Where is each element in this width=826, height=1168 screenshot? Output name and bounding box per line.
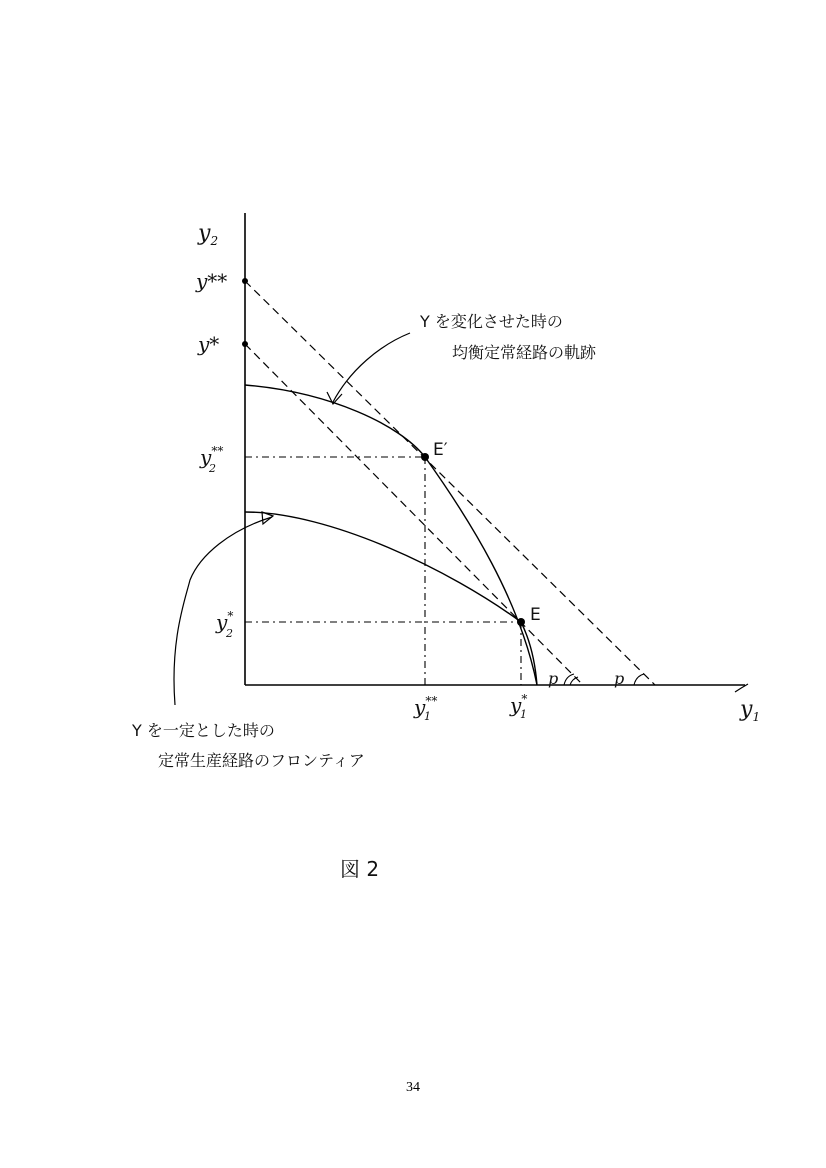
label-y1-star-star-sub: 1 [424, 710, 431, 723]
annotation-lower-line2: 定常生産経路のフロンティア [158, 751, 365, 770]
label-angle-small: p [548, 669, 559, 688]
label-y2-star-star-sup: ** [211, 444, 224, 458]
label-y1-star [509, 692, 527, 721]
label-y-star-star: y** [196, 269, 228, 293]
figure-caption: 図 2 [340, 857, 380, 881]
annotation-upper-arrowhead [327, 392, 342, 404]
label-y-star: y* [198, 332, 220, 356]
price-line-outer [245, 281, 655, 685]
label-E: E [530, 605, 541, 625]
x-axis-label-sub: 1 [752, 710, 761, 724]
point-y-star-star [242, 278, 248, 284]
y-axis-label-sub: 2 [210, 234, 219, 248]
label-y1-star-star-base: y [414, 695, 426, 719]
frontier-curve-outer [245, 385, 537, 685]
label-y1-star-sup: * [521, 692, 528, 706]
label-y1-star-star-sup: ** [425, 694, 438, 708]
page-number: 34 [406, 1080, 420, 1095]
label-y2-star-star-sub: 2 [209, 462, 216, 475]
annotation-upper-line1: Y を変化させた時の [420, 312, 563, 331]
x-axis-label-base: y [740, 697, 753, 722]
label-y1-star-sub: 1 [520, 708, 527, 721]
point-E-prime [421, 453, 429, 461]
label-y2-star-star-base: y [200, 445, 212, 469]
label-angle-large: p [614, 669, 625, 688]
label-y2-star-sub: 2 [226, 627, 233, 640]
price-line-inner [245, 344, 583, 685]
angle-mark-small [564, 674, 578, 685]
annotation-upper-line2: 均衡定常経路の軌跡 [452, 343, 597, 362]
label-y1-star-base: y [510, 693, 522, 717]
label-y2-star-base: y [216, 610, 228, 634]
label-E-prime: E′ [433, 440, 448, 460]
label-y1-star-star [413, 694, 437, 723]
annotation-lower-line1: Y を一定とした時の [132, 721, 275, 740]
frontier-curve-inner [245, 512, 537, 685]
angle-mark-large [634, 674, 644, 685]
label-y2-star-sup: * [227, 609, 234, 623]
label-y2-star-star [199, 444, 223, 475]
y-axis-label-base: y [198, 221, 211, 246]
x-axis-label [739, 697, 760, 724]
point-E [517, 618, 525, 626]
annotation-upper-arrow [333, 333, 410, 402]
y-axis-label [197, 221, 218, 248]
label-y2-star [215, 609, 233, 640]
point-y-star [242, 341, 248, 347]
